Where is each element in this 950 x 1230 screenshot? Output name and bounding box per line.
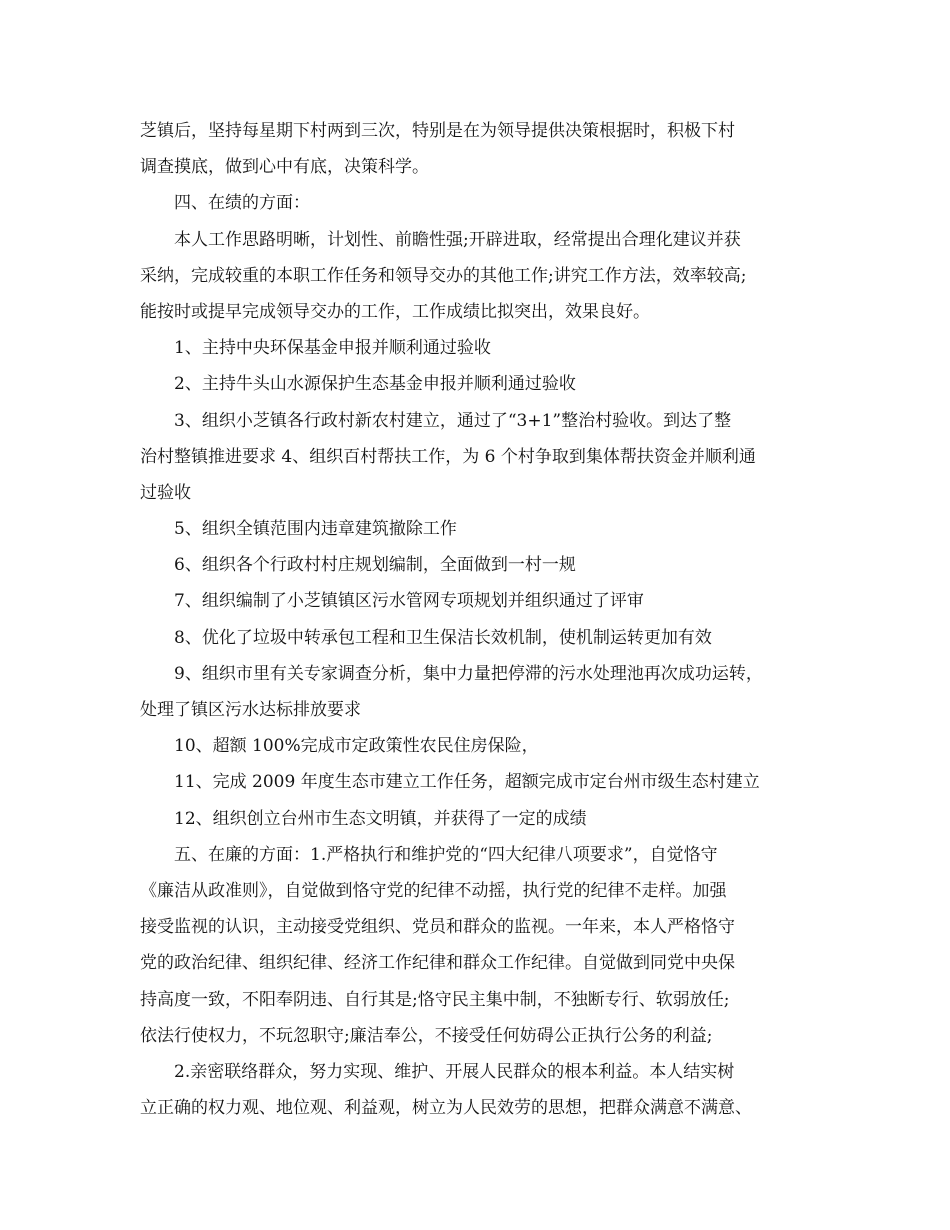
text-line: 党的政治纪律、组织纪律、经济工作纪律和群众工作纪律。自觉做到同党中央保 xyxy=(140,953,735,974)
text-line: 处理了镇区污水达标排放要求 xyxy=(140,700,361,720)
list-item: 3、组织小芝镇各行政村新农村建立，通过了“3+1”整治村验收。到达了整 xyxy=(174,410,732,431)
list-item: 10、超额 100%完成市定政策性农民住房保险， xyxy=(174,736,539,757)
text-line: 本人工作思路明晰，计划性、前瞻性强;开辟进取，经常提出合理化建议并获 xyxy=(174,229,741,250)
text-line: 过验收 xyxy=(140,482,191,503)
section-heading-performance: 四、在绩的方面： xyxy=(174,193,310,214)
list-item: 9、组织市里有关专家调查分析，集中力量把停滞的污水处理池再次成功运转， xyxy=(174,663,763,684)
text-line: 依法行使权力，不玩忽职守;廉洁奉公，不接受任何妨碍公正执行公务的利益; xyxy=(140,1025,713,1046)
list-item: 7、组织编制了小芝镇镇区污水管网专项规划并组织通过了评审 xyxy=(174,591,644,612)
text-line: 芝镇后，坚持每星期下村两到三次，特别是在为领导提供决策根据时，积极下村 xyxy=(140,121,735,141)
section-heading-integrity: 五、在廉的方面：1.严格执行和维护党的“四大纪律八项要求”，自觉恪守 xyxy=(174,844,718,865)
list-item: 6、组织各个行政村村庄规划编制，全面做到一村一规 xyxy=(174,555,576,576)
list-item: 1、主持中央环保基金申报并顺利通过验收 xyxy=(174,338,491,359)
text-line: 立正确的权力观、地位观、利益观，树立为人民效劳的思想，把群众满意不满意、 xyxy=(140,1098,752,1119)
text-line: 《廉洁从政准则》，自觉做到恪守党的纪律不动摇，执行党的纪律不走样。加强 xyxy=(140,880,727,901)
text-line: 2.亲密联络群众，努力实现、维护、开展人民群众的根本利益。本人结实树 xyxy=(174,1061,735,1082)
list-item: 5、组织全镇范围内违章建筑撤除工作 xyxy=(174,519,457,540)
text-line: 采纳，完成较重的本职工作任务和领导交办的其他工作;讲究工作方法，效率较高; xyxy=(140,265,747,286)
list-item: 12、组织创立台州市生态文明镇，并获得了一定的成绩 xyxy=(174,808,587,829)
text-line: 持高度一致，不阳奉阴违、自行其是;恪守民主集中制，不独断专行、软弱放任; xyxy=(140,989,730,1010)
list-item: 8、优化了垃圾中转承包工程和卫生保洁长效机制，使机制运转更加有效 xyxy=(174,627,712,648)
text-line: 接受监视的认识，主动接受党组织、党员和群众的监视。一年来，本人严格恪守 xyxy=(140,917,735,938)
text-line: 治村整镇推进要求 4、组织百村帮扶工作，为 6 个村争取到集体帮扶资金并顺利通 xyxy=(140,446,756,467)
list-item: 11、完成 2009 年度生态市建立工作任务，超额完成市定台州市级生态村建立 xyxy=(174,772,760,793)
text-line: 能按时或提早完成领导交办的工作，工作成绩比拟突出，效果良好。 xyxy=(140,301,650,322)
document-body xyxy=(140,113,820,1126)
list-item: 2、主持牛头山水源保护生态基金申报并顺利通过验收 xyxy=(174,374,576,395)
text-line: 调查摸底，做到心中有底，决策科学。 xyxy=(140,157,429,178)
